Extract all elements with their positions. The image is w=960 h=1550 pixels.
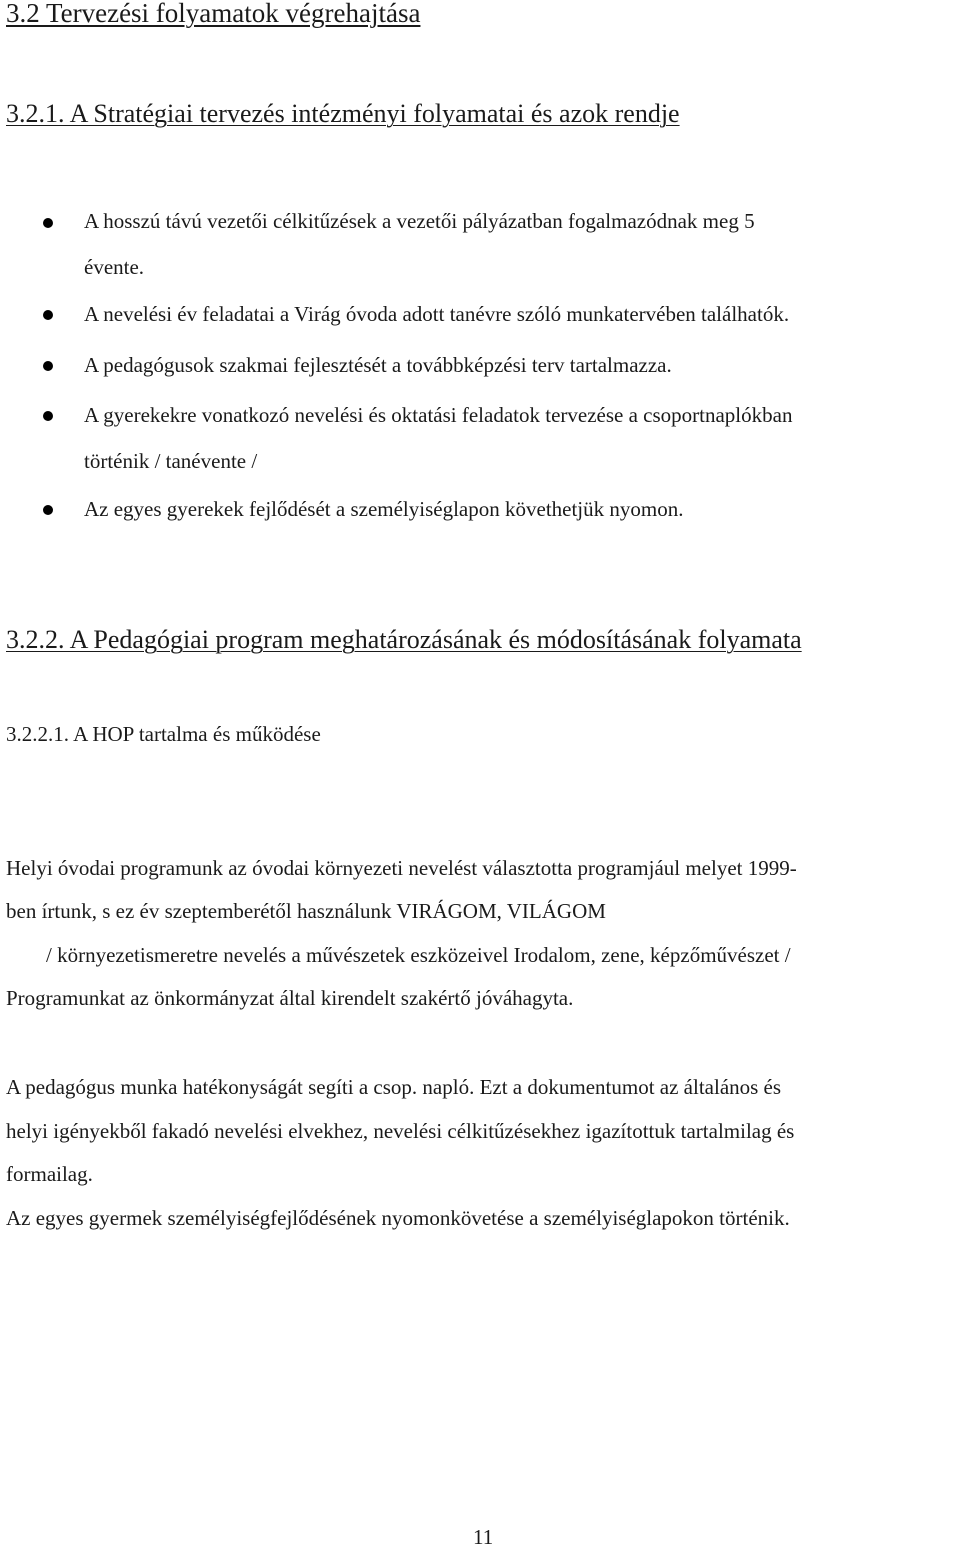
paragraph-line: helyi igényekből fakadó nevelési elvekhez, nevelési célkitűzésekhez igazítottuk tartalmilag és xyxy=(6,1119,795,1143)
subsection-heading-hop: 3.2.2.1. A HOP tartalma és működése xyxy=(6,722,321,746)
bullet-text: A hosszú távú vezetői célkitűzések a vezetői pályázatban fogalmazódnak meg 5 xyxy=(84,209,755,233)
paragraph-line: / környezetismeretre nevelés a művészetek eszközeivel Irodalom, zene, képzőművészet / xyxy=(46,943,791,967)
bullet-dot-icon xyxy=(43,411,53,421)
paragraph-line: formailag. xyxy=(6,1162,93,1186)
bullet-text: Az egyes gyerekek fejlődését a személyiséglapon követhetjük nyomon. xyxy=(84,497,684,521)
paragraph-line: Programunkat az önkormányzat által kirendelt szakértő jóváhagyta. xyxy=(6,986,574,1010)
bullet-text: A gyerekekre vonatkozó nevelési és oktatási feladatok tervezése a csoportnaplókban xyxy=(84,403,793,427)
bullet-dot-icon xyxy=(43,218,53,228)
section-heading-pedagogical-program: 3.2.2. A Pedagógiai program meghatározásának és módosításának folyamata xyxy=(6,625,802,654)
bullet-text: A nevelési év feladatai a Virág óvoda adott tanévre szóló munkatervében találhatók. xyxy=(84,302,790,326)
paragraph-line: Helyi óvodai programunk az óvodai környezeti nevelést választotta programjául melyet 1999- xyxy=(6,856,797,880)
paragraph-line: A pedagógus munka hatékonyságát segíti a csop. napló. Ezt a dokumentumot az általános és xyxy=(6,1075,782,1099)
paragraph-line: ben írtunk, s ez év szeptemberétől használunk VIRÁGOM, VILÁGOM xyxy=(6,899,606,923)
bullet-text: A pedagógusok szakmai fejlesztését a továbbképzési terv tartalmazza. xyxy=(84,353,672,377)
section-heading-strategic-planning: 3.2.1. A Stratégiai tervezés intézményi folyamatai és azok rendje xyxy=(6,99,680,128)
main-heading: 3.2 Tervezési folyamatok végrehajtása xyxy=(6,0,421,28)
bullet-dot-icon xyxy=(43,505,53,515)
paragraph-line: Az egyes gyermek személyiségfejlődésének nyomonkövetése a személyiséglapokon történik. xyxy=(6,1206,790,1230)
bullet-text: évente. xyxy=(84,255,145,279)
bullet-dot-icon xyxy=(43,361,53,371)
page-number: 11 xyxy=(473,1525,494,1549)
bullet-text: történik / tanévente / xyxy=(84,449,258,473)
bullet-dot-icon xyxy=(43,310,53,320)
